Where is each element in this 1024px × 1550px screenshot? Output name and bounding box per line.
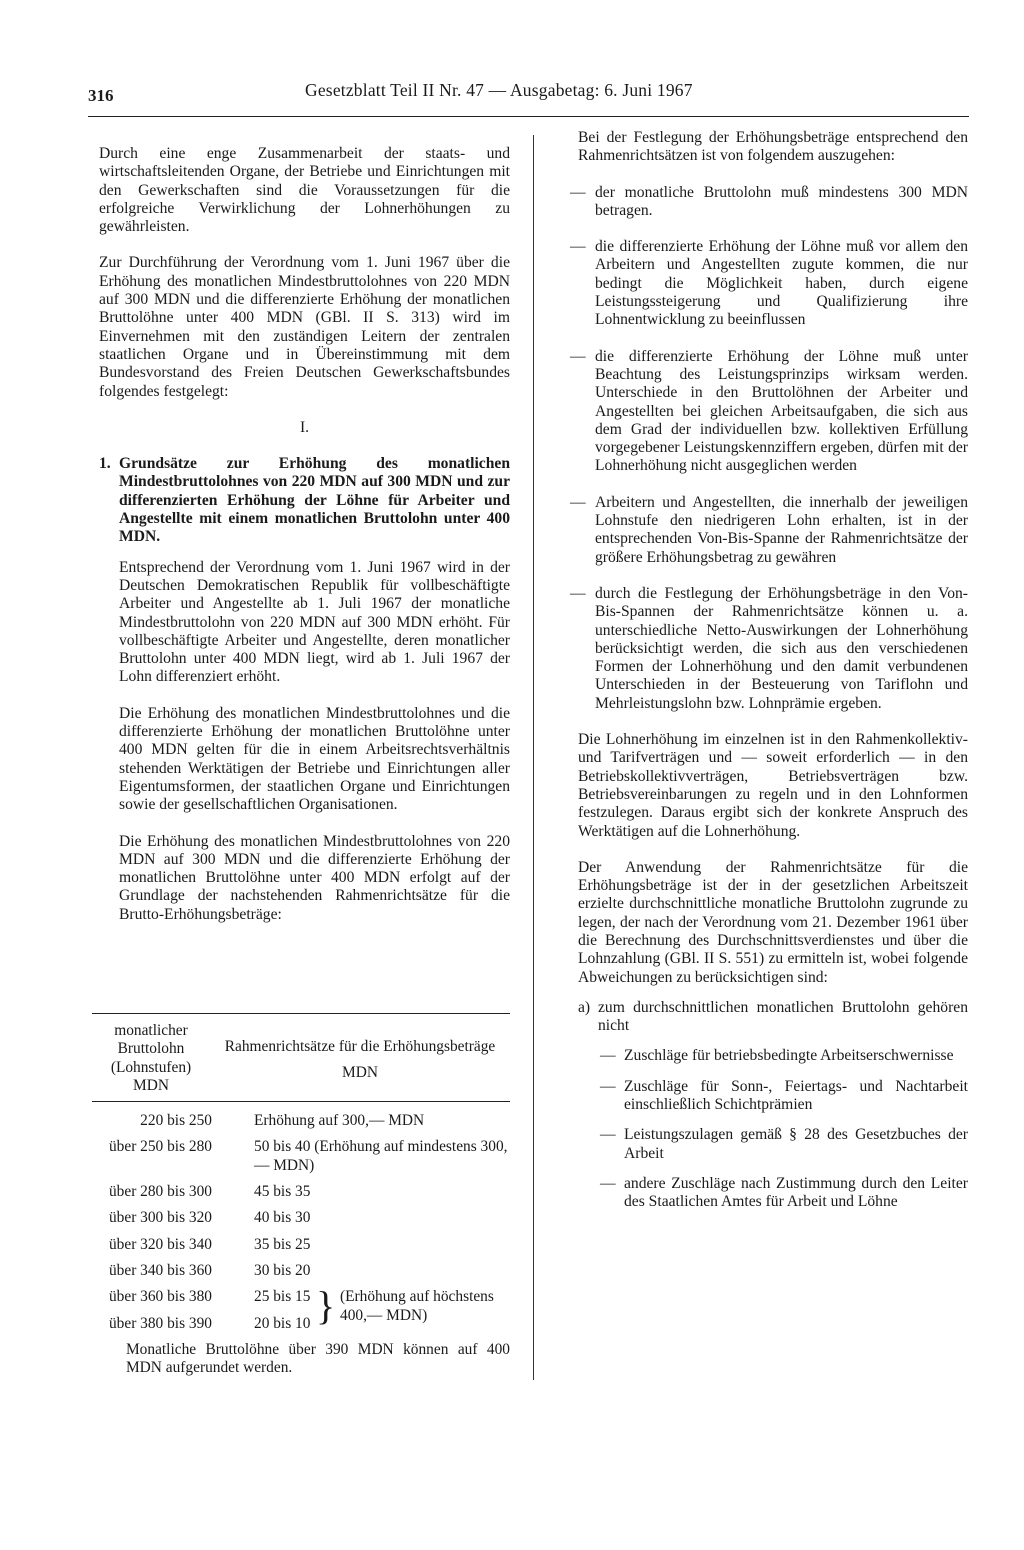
list-item-text: Leistungszulagen gemäß § 28 des Gesetzbuches der Arbeit bbox=[624, 1126, 968, 1162]
list-item-text: Arbeitern und Angestellten, die innerhalb der jeweiligen Lohnstufe den niedrigeren Lohn erhalten, ist in der entsprechenden Von-Bis-Spanne der Rahmenrichtsätze der größere Erhöhungsbetrag zu gewähren bbox=[595, 493, 968, 566]
subpoint-a bbox=[578, 999, 968, 1036]
paragraph-ordinance: Entsprechend der Verordnung vom 1. Juni 1967 wird in der Deutschen Demokratischen Republik für vollbeschäftigte Arbeiter und Angestellte ab 1. Juli 1967 der monatliche Mindestbruttolohn von 220 MDN auf 300 MDN erhöht. Für vollbeschäftigte Arbeiter und Angestellte, deren monatlicher Bruttolohn unter 400 MDN liegt, wird ab 1. Juli 1967 der Lohn differenziert erhöht. bbox=[119, 558, 510, 686]
wage-range: über 380 bis 390 bbox=[108, 1314, 212, 1332]
col-header-unit: MDN bbox=[342, 1064, 378, 1082]
list-item-text: andere Zuschläge nach Zustimmung durch den Leiter des Staatlichen Amtes für Arbeit und Löhne bbox=[624, 1174, 968, 1211]
paragraph-wage-increase: Die Lohnerhöhung im einzelnen ist in den Rahmenkollektiv- und Tarifverträgen und — soweit erforderlich — in den Betriebskollektivverträgen, Betriebsverträgen bzw. Betriebsvereinbarungen zu regeln und in den Lohnformen festzulegen. Daraus ergibt sich der konkrete Anspruch des Werktätigen auf die Lohnerhöhung. bbox=[578, 731, 968, 840]
paragraph-scope: Die Erhöhung des monatlichen Mindestbruttolohnes und die differenzierte Erhöhung der monatlichen Bruttolöhne unter 400 MDN gelten für die in einem Arbeitsrechtsverhältnis stehenden Werktätigen der Betriebe und Einrichtungen aller Eigentumsformen, der staatlichen Organe und Einrichtungen sowie der gesellschaftlichen Organisationen. bbox=[119, 704, 510, 814]
left-column bbox=[99, 145, 510, 924]
wage-range: über 300 bis 320 bbox=[108, 1209, 212, 1227]
footnote-text: Monatliche Bruttolöhne über 390 MDN können auf 400 MDN aufgerundet werden. bbox=[126, 1340, 510, 1377]
rate-value: 35 bis 25 bbox=[254, 1235, 311, 1253]
list-item: — Zuschläge für Sonn-, Feiertags- und Nachtarbeit einschließlich Schichtprämien bbox=[600, 1077, 968, 1114]
list-item-text: Zuschläge für betriebsbedingte Arbeitserschwernisse bbox=[624, 1047, 954, 1065]
right-column bbox=[570, 129, 968, 1212]
table-row bbox=[92, 1138, 510, 1175]
paragraph-application: Der Anwendung der Rahmenrichtsätze für die Erhöhungsbeträge ist der in der gesetzlichen Arbeitszeit erzielte durchschnittliche monatliche Bruttolohn zugrunde zu legen, der nach der Verordnung vom 21. Dezember 1961 über die Berechnung des Durchschnittsverdienstes und über die Lohnzahlung (GBl. II S. 551) zu ermitteln ist, wobei folgende Abweichungen zu berücksichtigen sind: bbox=[578, 858, 968, 986]
running-header: Gesetzblatt Teil II Nr. 47 — Ausgabetag: 6. Juni 1967 bbox=[305, 80, 693, 100]
col-header-wage: monatlicher Bruttolohn (Lohnstufen) MDN bbox=[110, 1022, 192, 1094]
heading-number: 1. bbox=[99, 455, 111, 473]
table-footnote bbox=[92, 1341, 510, 1378]
list-item-text: der monatliche Bruttolohn muß mindestens 300 MDN betragen. bbox=[595, 183, 968, 219]
rate-value: 30 bis 20 bbox=[254, 1261, 311, 1279]
heading-text: Grundsätze zur Erhöhung des monatlichen Mindestbruttolohnes von 220 MDN auf 300 MDN und zur differenzierten Erhöhung der Löhne für Arbeiter und Angestellte mit einem monatlichen Bruttolohn unter 400 MDN. bbox=[119, 455, 510, 546]
bracketed-rows bbox=[92, 1283, 510, 1333]
table-row bbox=[92, 1236, 510, 1254]
paragraph-intro: Bei der Festlegung der Erhöhungsbeträge entsprechend den Rahmenrichtsätzen ist von folgendem auszugehen: bbox=[578, 129, 968, 165]
list-item-text: die differenzierte Erhöhung der Löhne muß unter Beachtung des Leistungsprinzips wirksam werden. Unterschiede in den Bruttolöhnen der Arbeiter und Angestellten bei gleichen Arbeitsaufgaben, die sich aus dem Grad der individuellen bzw. kollektiven Erfüllung vorgegebener Leistungskennziffern ergeben, dürfen mit der Lohnerhöhung nicht ausgeglichen werden bbox=[595, 347, 968, 475]
wage-range: 220 bis 250 bbox=[140, 1112, 212, 1130]
table-row bbox=[92, 1112, 510, 1130]
list-item: — Zuschläge für betriebsbedingte Arbeitserschwernisse bbox=[600, 1047, 968, 1065]
list-item-text: durch die Festlegung der Erhöhungsbeträge in den Von-Bis-Spannen der Rahmenrichtsätze können u. a. unterschiedliche Netto-Auswirkungen der Lohnerhöhung berücksichtigt werden, die sich aus den verschiedenen Formen der Lohnerhöhung und den damit verbundenen Unterschieden in der Besteuerung von Tariflohn und Mehrleistungslohn bzw. Lohnprämie ergeben. bbox=[595, 584, 968, 712]
column-divider bbox=[533, 135, 534, 1380]
col-header-rates-text: Rahmenrichtsätze für die Erhöhungsbeträge bbox=[224, 1038, 496, 1055]
table-row bbox=[92, 1209, 510, 1227]
list-item: — die differenzierte Erhöhung der Löhne muß vor allem den Arbeitern und Angestellten zugute kommen, die nur bedingt die Möglichkeit haben, durch eigene Leistungssteigerung und Qualifizierung ihre Lohnentwicklung zu beeinflussen bbox=[570, 238, 968, 329]
subpoint-text: zum durchschnittlichen monatlichen Bruttolohn gehören nicht bbox=[598, 998, 968, 1035]
wage-range: über 320 bis 340 bbox=[108, 1235, 212, 1253]
table-row bbox=[92, 1183, 510, 1201]
table-body bbox=[92, 1102, 510, 1333]
wage-range: über 360 bis 380 bbox=[108, 1288, 212, 1306]
list-item: — durch die Festlegung der Erhöhungsbeträge in den Von-Bis-Spannen der Rahmenrichtsätze können u. a. unterschiedliche Netto-Auswirkungen der Lohnerhöhung berücksichtigt werden, die sich aus den verschiedenen Formen der Lohnerhöhung und den damit verbundenen Unterschieden in der Besteuerung von Tariflohn und Mehrleistungslohn bzw. Lohnprämie ergeben. bbox=[570, 584, 968, 712]
principles-heading bbox=[99, 455, 510, 546]
rate-table bbox=[92, 1013, 510, 1377]
list-item-text: die differenzierte Erhöhung der Löhne muß vor allem den Arbeitern und Angestellten zugute kommen, die nur bedingt die Möglichkeit haben, durch eigene Leistungssteigerung und Qualifizierung ihre Lohnentwicklung zu beeinflussen bbox=[595, 238, 968, 329]
rate-value: 25 bis 15 bbox=[254, 1288, 311, 1306]
list-item-text: Zuschläge für Sonn-, Feiertags- und Nachtarbeit einschließlich Schichtprämien bbox=[624, 1077, 968, 1114]
table-row bbox=[92, 1262, 510, 1280]
paragraph-implementation: Zur Durchführung der Verordnung vom 1. Juni 1967 über die Erhöhung des monatlichen Mindestbruttolohnes von 220 MDN auf 300 MDN und die differenzierte Erhöhung der monatlichen Bruttolöhne unter 400 MDN (GBl. II S. 313) wird im Einvernehmen mit den zuständigen Leitern der zentralen staatlichen Organe und in Übereinstimmung mit dem Bundesvorstand des Freien Deutschen Gewerkschaftsbundes folgendes festgelegt: bbox=[99, 254, 510, 400]
subpoint-marker: a) bbox=[578, 998, 591, 1016]
brace-glyph: } bbox=[316, 1283, 336, 1329]
page-number: 316 bbox=[88, 86, 114, 105]
rate-value: 50 bis 40 (Erhöhung auf mindestens 300,— MDN) bbox=[254, 1138, 508, 1174]
rate-value: 20 bis 10 bbox=[254, 1314, 311, 1332]
section-heading: I. bbox=[299, 418, 310, 436]
wage-range: über 250 bis 280 bbox=[108, 1138, 212, 1156]
list-item: — Leistungszulagen gemäß § 28 des Gesetzbuches der Arbeit bbox=[600, 1126, 968, 1162]
header-rule bbox=[88, 116, 969, 117]
paragraph-cooperation: Durch eine enge Zusammenarbeit der staats- und wirtschaftsleitenden Organe, der Betriebe und Einrichtungen mit den Gewerkschaften sind die Voraussetzungen für die erfolgreiche Verwirklichung der Lohnerhöhungen zu gewährleisten. bbox=[99, 145, 510, 236]
rate-value: Erhöhung auf 300,— MDN bbox=[254, 1112, 425, 1130]
bracket-note: (Erhöhung auf höchstens 400,— MDN) bbox=[340, 1288, 494, 1324]
rate-value: 45 bis 35 bbox=[254, 1183, 311, 1201]
wage-range: über 280 bis 300 bbox=[108, 1183, 212, 1201]
paragraph-basis: Die Erhöhung des monatlichen Mindestbruttolohnes von 220 MDN auf 300 MDN und die differenzierte Erhöhung der monatlichen Bruttolöhne unter 400 MDN erfolgt auf der Grundlage der nachstehenden Rahmenrichtsätze für die Brutto-Erhöhungsbeträge: bbox=[119, 832, 510, 923]
wage-range: über 340 bis 360 bbox=[108, 1261, 212, 1279]
list-item: — die differenzierte Erhöhung der Löhne muß unter Beachtung des Leistungsprinzips wirksam werden. Unterschiede in den Bruttolöhnen der Arbeiter und Angestellten bei gleichen Arbeitsaufgaben, die sich aus dem Grad der individuellen bzw. kollektiven Erfüllung vorgegebener Leistungskennziffern ergeben, dürfen mit der Lohnerhöhung nicht ausgeglichen werden bbox=[570, 347, 968, 475]
list-item: — der monatliche Bruttolohn muß mindestens 300 MDN betragen. bbox=[570, 183, 968, 219]
list-item: — andere Zuschläge nach Zustimmung durch den Leiter des Staatlichen Amtes für Arbeit und Löhne bbox=[600, 1174, 968, 1211]
list-item: — Arbeitern und Angestellten, die innerhalb der jeweiligen Lohnstufe den niedrigeren Lohn erhalten, ist in der entsprechenden Von-Bis-Spanne der Rahmenrichtsätze der größere Erhöhungsbetrag zu gewähren bbox=[570, 493, 968, 566]
col-header-rates bbox=[210, 1022, 510, 1095]
table-header bbox=[92, 1014, 510, 1101]
rate-value: 40 bis 30 bbox=[254, 1209, 311, 1227]
